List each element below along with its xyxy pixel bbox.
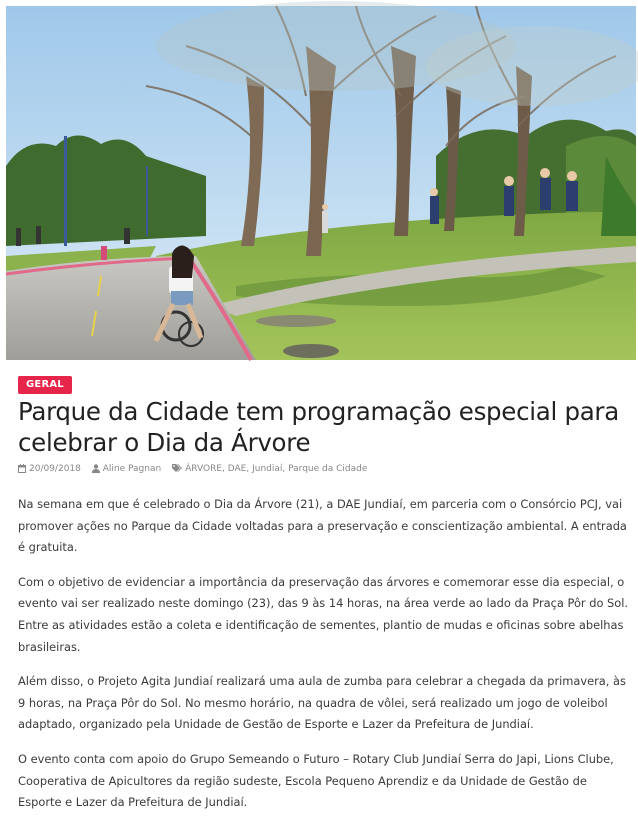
tag-link[interactable]: Parque da Cidade — [288, 464, 368, 474]
calendar-icon — [18, 464, 26, 473]
article-meta — [18, 462, 375, 476]
paragraph: Além disso, o Projeto Agita Jundiaí realizará uma aula de zumba para celebrar a chegada da primavera, às 9 horas, na Praça Pôr do Sol. No mesmo horário, na quadra de vôlei, será realizado um jogo de voleibol adaptado, organizado pela Unidade de Gestão de Esporte e Lazer da Prefeitura de Jundiaí. — [18, 674, 626, 732]
paragraph: Na semana em que é celebrado o Dia da Árvore (21), a DAE Jundiaí, em parceria com o Consórcio PCJ, vai promover ações no Parque da Cidade voltadas para a preservação e conscientização ambiental. A entrada é gratuita. — [18, 497, 627, 555]
paragraph: Com o objetivo de evidenciar a importância da preservação das árvores e comemorar esse dia especial, o evento vai ser realizado neste domingo (23), das 9 às 14 horas, na área verde ao lado da Praça Pôr do Sol. Entre as atividades estão a coleta e identificação de sementes, plantio de mudas e oficinas sobre abelhas brasileiras. — [18, 574, 629, 654]
meta-author[interactable] — [92, 462, 161, 476]
hero-image — [6, 6, 636, 360]
park-photo — [6, 6, 636, 360]
tags-icon — [172, 464, 182, 473]
user-icon — [92, 464, 100, 473]
meta-author-text[interactable]: Aline Pagnan — [102, 464, 162, 474]
category-badge[interactable]: GERAL — [18, 376, 72, 394]
article-title: Parque da Cidade tem programação especial para celebrar o Dia da Árvore — [18, 397, 619, 457]
tag-link[interactable]: ÁRVORE — [185, 464, 223, 474]
tag-link[interactable]: Jundiaí — [252, 464, 283, 474]
article-body — [18, 494, 630, 827]
meta-date[interactable] — [18, 462, 81, 476]
paragraph: O evento conta com apoio do Grupo Semeando o Futuro – Rotary Club Jundiaí Serra do Japi, Lions Clube, Cooperativa de Apicultores da região sudeste, Escola Pequeno Aprendiz e da Unidade de Gestão de Esporte e Lazer da Prefeitura de Jundiaí. — [18, 751, 614, 810]
meta-date-text[interactable]: 20/09/2018 — [29, 464, 81, 474]
tag-link[interactable]: DAE — [227, 464, 247, 474]
meta-tags: ÁRVORE, DAE, Jundiaí, Parque da Cidade — [172, 462, 367, 476]
